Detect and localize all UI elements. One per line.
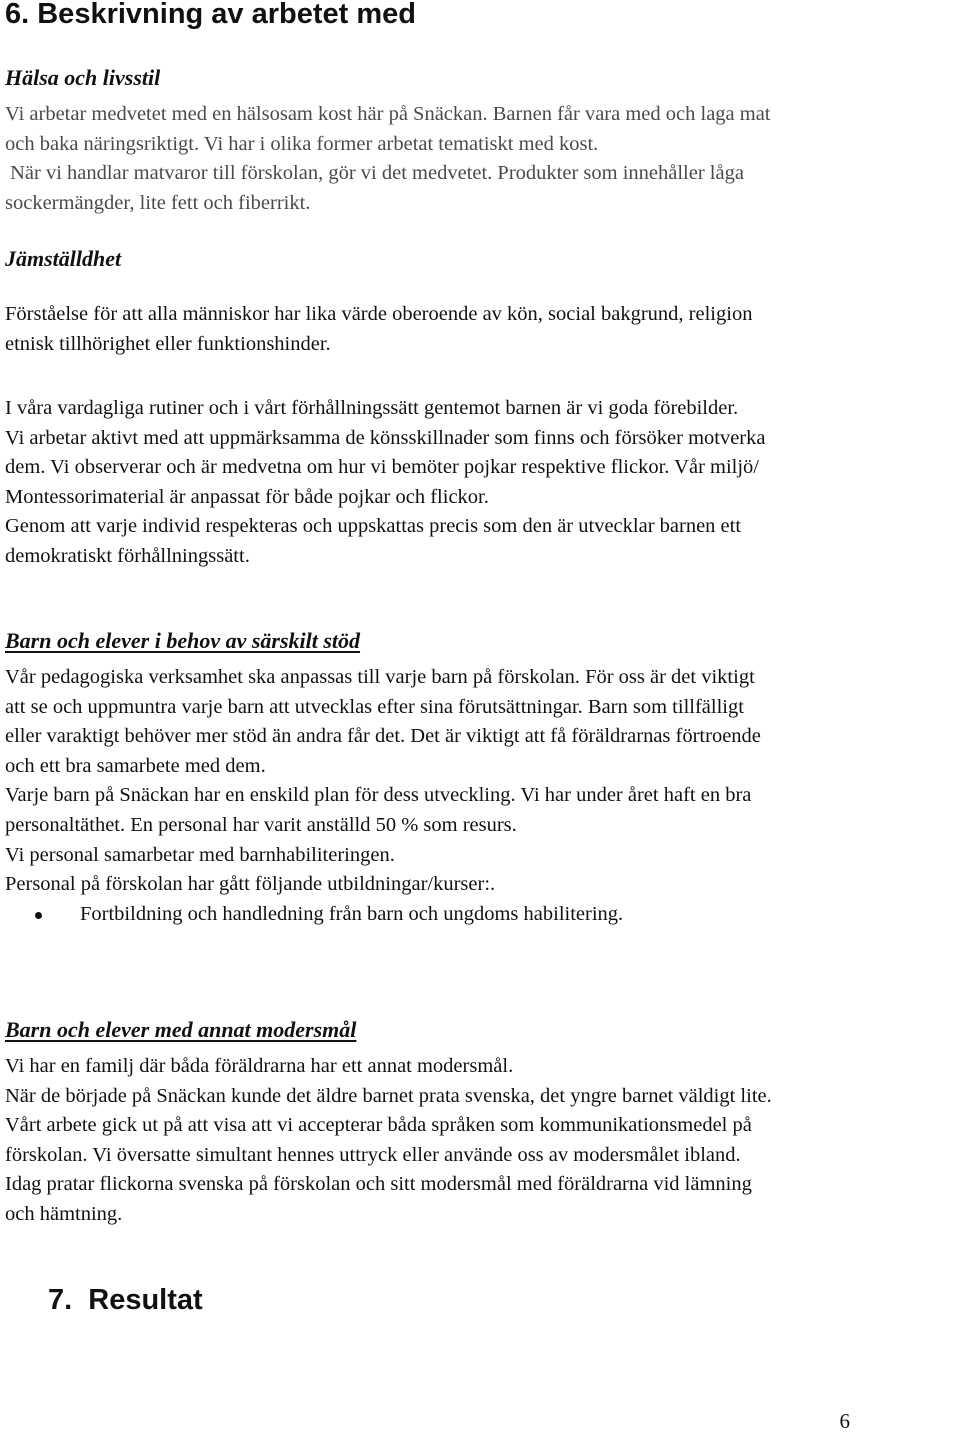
text-line: När vi handlar matvaror till förskolan, gör vi det medvetet. Produkter som innehåller låga [5, 162, 744, 185]
text-line: Genom att varje individ respekteras och uppskattas precis som den är utvecklar barnen ett [5, 515, 742, 538]
paragraph-halsa [5, 100, 952, 218]
section-6-title-text: 6. Beskrivning av arbetet med [5, 0, 416, 30]
text-line: Idag pratar flickorna svenska på förskolan och sitt modersmål med föräldrarna vid lämning [5, 1173, 752, 1196]
text-line: Vi arbetar aktivt med att uppmärksamma de könsskillnader som finns och försöker motverka [5, 426, 766, 449]
text-line: förskolan. Vi översatte simultant hennes uttryck eller använde oss av modersmålet ibland. [5, 1143, 741, 1166]
text-line: Förståelse för att alla människor har lika värde oberoende av kön, social bakgrund, religion [5, 303, 753, 325]
text-line: dem. Vi observerar och är medvetna om hur vi bemöter pojkar respektive flickor. Vår miljö/ [5, 456, 760, 479]
text-line: Vår pedagogiska verksamhet ska anpassas till varje barn på förskolan. För oss är det viktigt [5, 666, 755, 688]
text-line: Montessorimaterial är anpassat för både pojkar och flickor. [5, 485, 489, 508]
section-7-title [48, 1286, 952, 1316]
bullet-icon [35, 912, 42, 919]
heading-jamstalldhet: Jämställdhet [5, 246, 122, 271]
paragraph-modersmal [5, 1052, 952, 1230]
section-7-title-text: Resultat [88, 1284, 203, 1316]
section-6-title [5, 0, 952, 30]
text-line: Vårt arbete gick ut på att visa att vi accepterar båda språken som kommunikationsmedel på [5, 1114, 752, 1137]
page-number: 6 [839, 1409, 850, 1433]
text-line: Personal på förskolan har gått följande utbildningar/kurser:. [5, 873, 496, 896]
text-line: När de började på Snäckan kunde det äldre barnet prata svenska, det yngre barnet väldigt lite. [5, 1084, 772, 1107]
paragraph-jamstalldhet-2 [5, 394, 952, 572]
text-line: eller varaktigt behöver mer stöd än andra får det. Det är viktigt att få föräldrarnas förtroende [5, 725, 761, 748]
text-line: Vi har en familj där båda föräldrarna har ett annat modersmål. [5, 1055, 514, 1077]
text-line: Varje barn på Snäckan har en enskild plan för dess utveckling. Vi har under året haft en bra [5, 784, 752, 807]
text-line: etnisk tillhörighet eller funktionshinder. [5, 332, 331, 355]
text-line: och baka näringsriktigt. Vi har i olika former arbetat tematiskt med kost. [5, 132, 599, 155]
paragraph-sarskilt-stod [5, 663, 952, 900]
text-line: och ett bra samarbete med dem. [5, 754, 266, 777]
paragraph-jamstalldhet-1 [5, 300, 952, 359]
section-7-number: 7. [48, 1284, 73, 1316]
heading-modersmal: Barn och elever med annat modersmål [5, 1017, 357, 1042]
text-line: att se och uppmuntra varje barn att utvecklas efter sina förutsättningar. Barn som tillfälligt [5, 695, 744, 718]
text-line: Vi arbetar medvetet med en hälsosam kost här på Snäckan. Barnen får vara med och laga mat [5, 103, 771, 125]
text-line: personaltäthet. En personal har varit anställd 50 % som resurs. [5, 813, 517, 836]
list-item-text: Fortbildning och handledning från barn och ungdoms habilitering. [80, 903, 624, 925]
text-line: I våra vardagliga rutiner och i vårt förhållningssätt gentemot barnen är vi goda förebilder. [5, 397, 739, 419]
heading-halsa: Hälsa och livsstil [5, 65, 161, 90]
text-line: och hämtning. [5, 1202, 123, 1225]
text-line: Vi personal samarbetar med barnhabiliteringen. [5, 843, 395, 866]
text-line: sockermängder, lite fett och fiberrikt. [5, 191, 311, 214]
text-line: demokratiskt förhållningssätt. [5, 544, 250, 567]
heading-sarskilt-stod: Barn och elever i behov av särskilt stöd [5, 628, 361, 653]
